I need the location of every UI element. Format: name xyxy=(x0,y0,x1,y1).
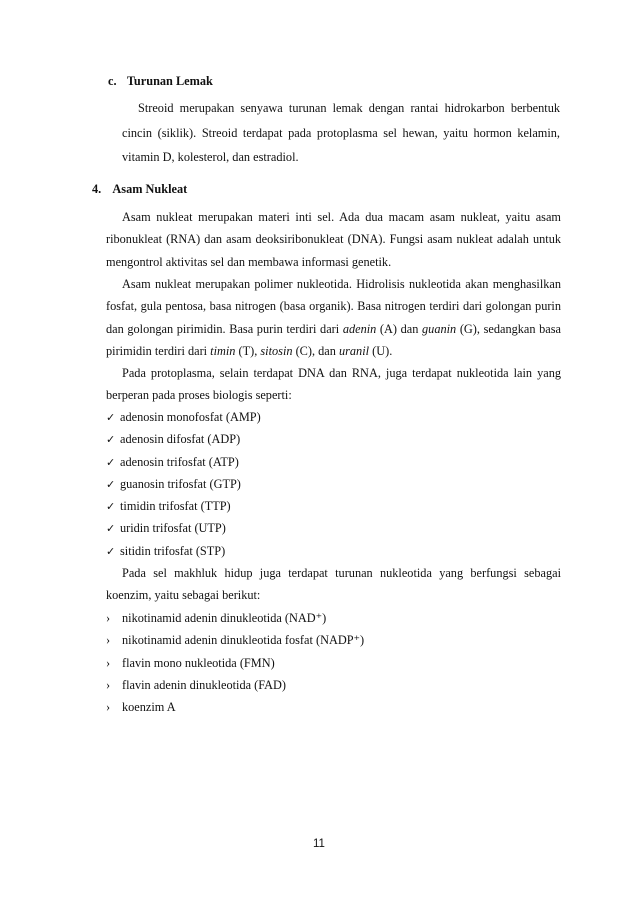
section-c-letter: c. xyxy=(108,74,117,88)
p2-text-4: (T), xyxy=(235,343,261,358)
nucleotide-checklist xyxy=(106,406,261,562)
paragraph-nucleotide-hydrolysis xyxy=(106,273,561,362)
section-c-heading xyxy=(108,74,213,89)
section-4-title: Asam Nukleat xyxy=(112,182,188,196)
section-c-paragraph: Streoid merupakan senyawa turunan lemak dengan rantai hidrokarbon berbentuk cincin (siklik). Streoid terdapat pada protoplasma sel hewan, yaitu hormon kelamin, vitamin D, kolesterol, dan estradiol. xyxy=(122,101,560,164)
list-item: › flavin mono nukleotida (FMN) xyxy=(106,652,364,674)
arrow-bullet-icon: › xyxy=(106,633,111,648)
arrow-bullet-icon: › xyxy=(106,677,111,692)
arrow-bullet-icon: › xyxy=(106,611,111,625)
check-icon: ✓ xyxy=(106,522,116,536)
list-item: › nikotinamid adenin dinukleotida (NAD⁺) xyxy=(106,607,364,629)
term-uranil: uranil xyxy=(338,343,370,358)
check-icon: ✓ xyxy=(106,455,116,469)
list-item: ✓ adenosin trifosfat (ATP) xyxy=(106,451,261,473)
coenzyme-list xyxy=(106,607,364,718)
p2-text-1: Asam nukleat merupakan polimer nukleotida. Hidrolisis nukleotida akan menghasilkan fosfat, gula pentosa, basa nitrogen (basa organik). Basa nitrogen terdiri dari golongan purin dan golongan pirimidin. Basa purin terdiri dari xyxy=(106,277,561,336)
paragraph-coenzymes: Pada sel makhluk hidup juga terdapat turunan nukleotida yang berfungsi sebagai koenzim, yaitu sebagai berikut: xyxy=(106,566,561,603)
list-item: ✓ adenosin monofosfat (AMP) xyxy=(106,406,261,428)
list-item: ✓ adenosin difosfat (ADP) xyxy=(106,428,261,450)
paragraph-other-nucleotides: Pada protoplasma, selain terdapat DNA dan RNA, juga terdapat nukleotida lain yang berperan pada proses biologis seperti: xyxy=(106,366,561,403)
arrow-bullet-icon: › xyxy=(106,655,111,670)
list-item: ✓ guanosin trifosfat (GTP) xyxy=(106,473,261,495)
p2-text-3: (G), sedangkan basa pirimidin terdiri dari xyxy=(106,321,561,358)
check-icon: ✓ xyxy=(106,411,116,424)
section-4-heading xyxy=(92,182,187,197)
list-item: › flavin adenin dinukleotida (FAD) xyxy=(106,674,364,696)
check-icon: ✓ xyxy=(106,433,116,447)
list-item: ✓ uridin trifosfat (UTP) xyxy=(106,517,261,539)
term-sitosin: sitosin xyxy=(260,343,293,358)
p2-text-5: (C), dan xyxy=(292,343,339,358)
section-4-number: 4. xyxy=(92,182,102,196)
list-item: › koenzim A xyxy=(106,696,364,718)
p2-text-2: (A) dan xyxy=(376,321,423,336)
check-icon: ✓ xyxy=(106,544,116,558)
check-icon: ✓ xyxy=(106,477,116,491)
list-item: ✓ timidin trifosfat (TTP) xyxy=(106,495,261,517)
term-guanin: guanin xyxy=(422,321,457,336)
paragraph-nucleic-acid-definition: Asam nukleat merupakan materi inti sel. Ada dua macam asam nukleat, yaitu asam ribonukleat (RNA) dan asam deoksiribonukleat (DNA). Fungsi asam nukleat adalah untuk mengontrol aktivitas sel dan membawa informasi genetik. xyxy=(106,210,561,269)
list-item: › nikotinamid adenin dinukleotida fosfat (NADP⁺) xyxy=(106,629,364,651)
list-item: ✓ sitidin trifosfat (STP) xyxy=(106,540,261,562)
page-number: 11 xyxy=(313,838,325,850)
term-adenin: adenin xyxy=(342,321,377,336)
check-icon: ✓ xyxy=(106,500,116,514)
term-timin: timin xyxy=(210,343,236,358)
arrow-bullet-icon: › xyxy=(106,700,111,715)
section-c-title: Turunan Lemak xyxy=(126,74,213,88)
p2-text-6: (U). xyxy=(369,343,393,358)
